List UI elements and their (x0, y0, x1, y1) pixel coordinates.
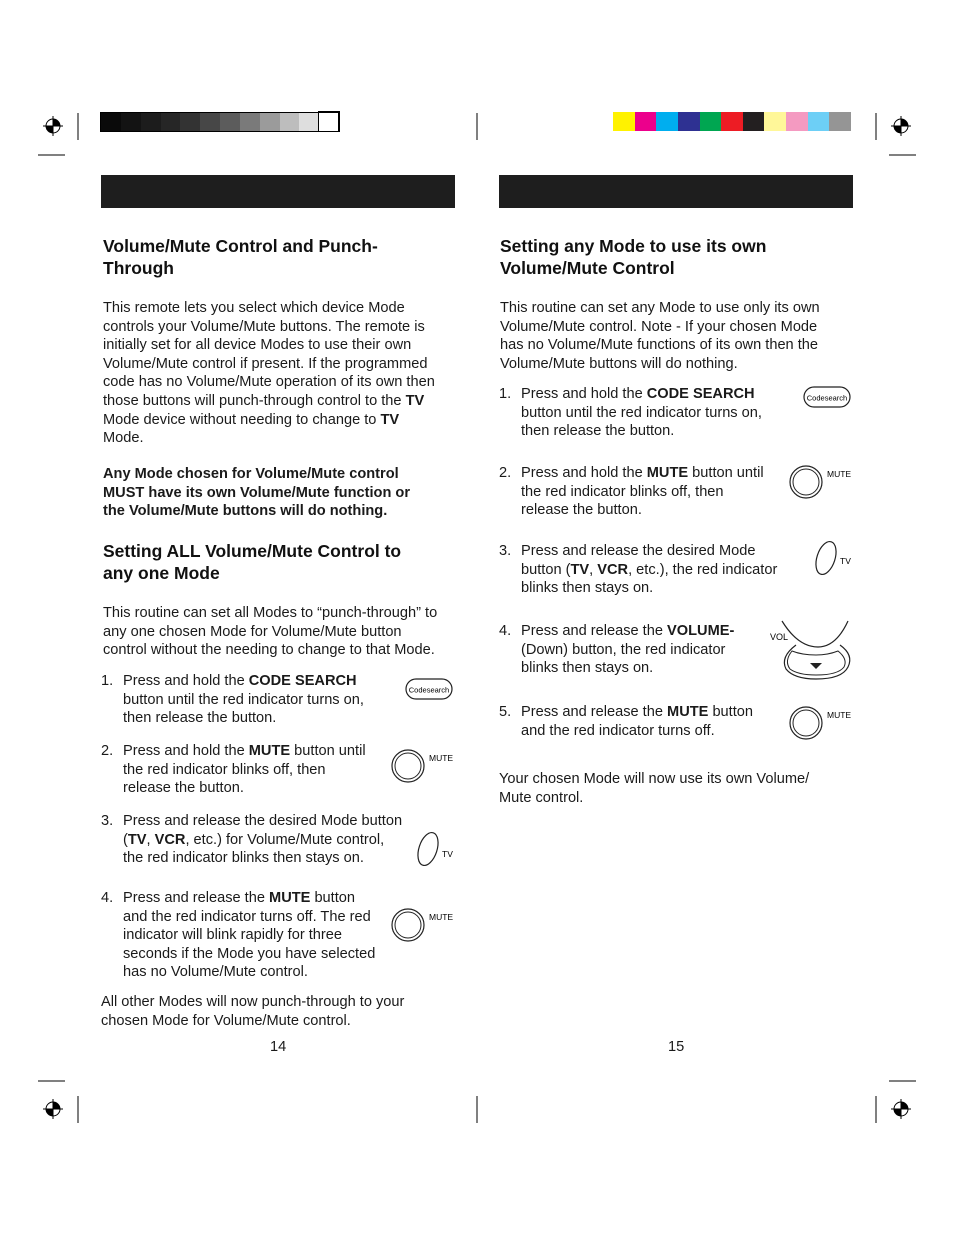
mute-label: MUTE (429, 912, 454, 922)
code-search-label: Codesearch (806, 393, 848, 403)
code-search-label: Codesearch (408, 685, 450, 695)
color-swatch (613, 112, 635, 131)
right-header-bar (499, 175, 853, 208)
page-number-right: 15 (668, 1039, 685, 1055)
color-swatch (721, 112, 743, 131)
page-number-left: 14 (270, 1039, 287, 1055)
color-swatch (700, 112, 722, 131)
tv-button-icon (414, 829, 460, 869)
gray-bar-frame (100, 112, 339, 132)
mute-label: MUTE (827, 710, 852, 720)
left-intro-paragraph: This remote lets you select which device Mode controls your Volume/Mute buttons. The remote is initially set for all device Modes to use their own Volume/Mute control if present. If the programmed code has no Volume/Mute operation of its own then those buttons will punch-through control to the TV Mode device without needing to change to TV Mode. (103, 300, 435, 447)
tv-label: TV (442, 849, 453, 859)
color-swatch (635, 112, 657, 131)
mute-button-icon (786, 703, 856, 743)
mute-button-icon (388, 746, 458, 784)
color-swatch (829, 112, 851, 131)
left-header-bar (101, 175, 455, 208)
mute-button-icon (388, 905, 458, 945)
mute-label: MUTE (429, 753, 454, 763)
vol-label: VOL (770, 632, 789, 642)
mute-button-icon (786, 462, 856, 502)
color-swatch (656, 112, 678, 131)
color-swatch (678, 112, 700, 131)
left-warning-paragraph: Any Mode chosen for Volume/Mute control MUST have its own Volume/Mute function or the Volume/Mute buttons will do nothing. (103, 466, 411, 520)
tv-label: TV (840, 556, 851, 566)
color-swatch (764, 112, 786, 131)
color-swatch (786, 112, 808, 131)
right-heading: Setting any Mode to use its own Volume/Mute Control (500, 236, 767, 278)
right-closing-paragraph: Your chosen Mode will now use its own Volume/ Mute control. (499, 771, 810, 806)
color-swatch (808, 112, 830, 131)
color-swatch (743, 112, 765, 131)
mute-label: MUTE (827, 469, 852, 479)
code-search-button-icon (405, 678, 455, 702)
tv-button-icon (812, 538, 858, 578)
volume-down-button-icon (768, 617, 854, 681)
left-routine-paragraph: This routine can set all Modes to “punch-through” to any one chosen Mode for Volume/Mute button control without the needing to change to that Mode. (103, 605, 438, 659)
left-heading-2: Setting ALL Volume/Mute Control to any one Mode (103, 541, 402, 583)
right-intro-paragraph: This routine can set any Mode to use only its own Volume/Mute control. Note - If your chosen Mode has no Volume/Mute functions of its own then the Volume/Mute buttons will do nothing. (500, 300, 820, 372)
code-search-button-icon (803, 386, 853, 410)
left-closing-paragraph: All other Modes will now punch-through to your chosen Mode for Volume/Mute control. (101, 994, 405, 1029)
left-heading-1: Volume/Mute Control and Punch- Through (103, 236, 378, 278)
